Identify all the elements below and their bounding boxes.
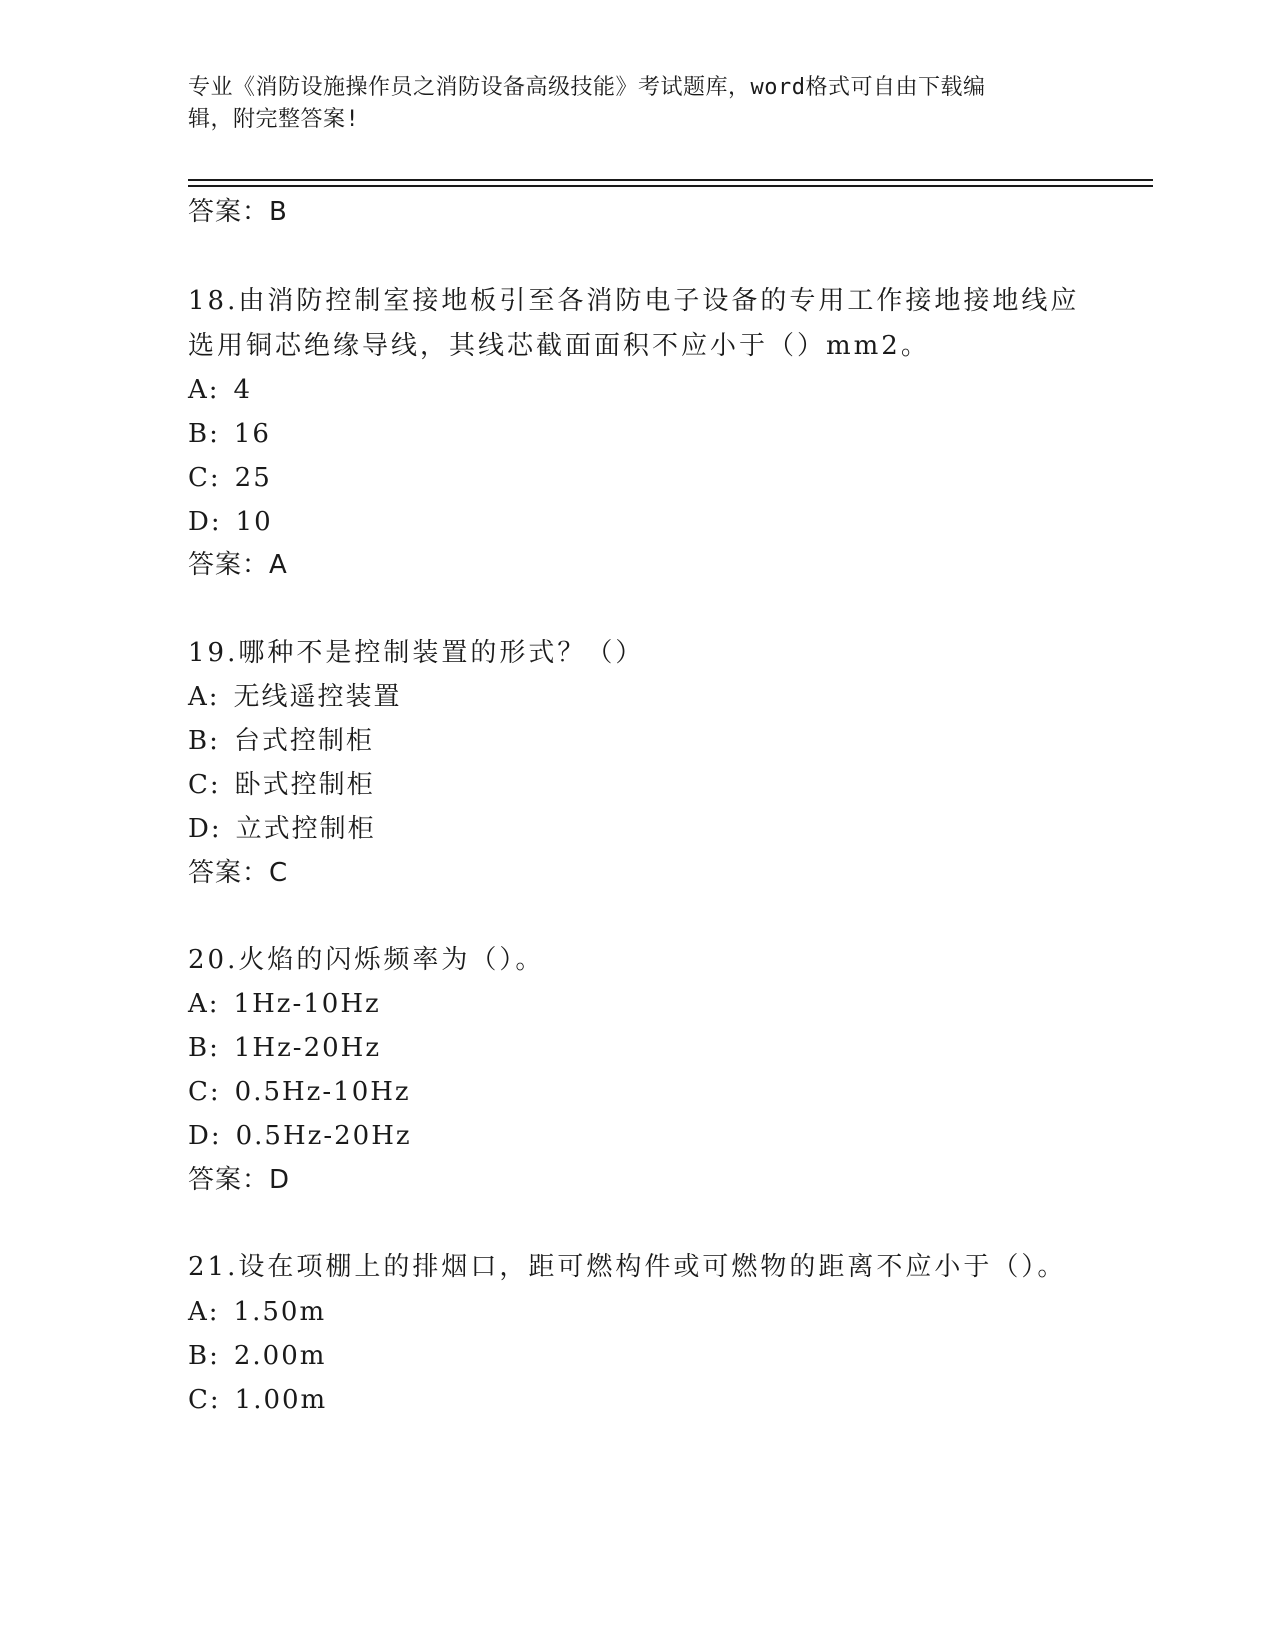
- header-line-1: 专业《消防设施操作员之消防设备高级技能》考试题库，word格式可自由下载编: [188, 75, 986, 100]
- option-letter: A:: [188, 682, 220, 712]
- option-text: 台式控制柜: [233, 726, 374, 756]
- document-header: [188, 72, 1068, 136]
- option-letter: B:: [188, 419, 220, 449]
- option-letter: B:: [188, 726, 220, 756]
- question-20-option-a: [188, 988, 381, 1020]
- question-20-option-d: [188, 1120, 412, 1152]
- question-20-option-b: [188, 1032, 381, 1064]
- question-19-answer: 答案：C: [188, 858, 289, 888]
- question-21-option-b: [188, 1340, 326, 1372]
- question-18-option-a: [188, 374, 252, 406]
- question-20-stem-line-1: 20.火焰的闪烁频率为（）。: [188, 945, 545, 975]
- option-text: 1Hz-20Hz: [233, 1033, 382, 1063]
- question-21-option-c: [188, 1384, 327, 1416]
- option-letter: D:: [188, 1121, 222, 1151]
- option-text: 1.50m: [233, 1297, 327, 1327]
- option-letter: C:: [188, 463, 221, 493]
- option-text: 10: [235, 507, 273, 537]
- option-text: 无线遥控装置: [233, 682, 402, 712]
- question-20-option-c: [188, 1076, 411, 1108]
- option-text: 卧式控制柜: [234, 770, 375, 800]
- option-text: 4: [233, 375, 253, 405]
- answer-prev: 答案：B: [188, 197, 288, 227]
- option-text: 0.5Hz-20Hz: [235, 1121, 412, 1151]
- option-letter: A:: [188, 989, 220, 1019]
- option-text: 2.00m: [233, 1341, 327, 1371]
- option-text: 0.5Hz-10Hz: [234, 1077, 411, 1107]
- option-letter: C:: [188, 1077, 221, 1107]
- question-18-option-d: [188, 506, 273, 538]
- question-19-option-b: [188, 725, 374, 757]
- question-18-answer: 答案：A: [188, 550, 288, 580]
- option-letter: B:: [188, 1341, 220, 1371]
- option-text: 16: [233, 419, 271, 449]
- question-21-stem-line-1: 21.设在项棚上的排烟口，距可燃构件或可燃物的距离不应小于（）。: [188, 1252, 1067, 1282]
- header-line-2: 辑，附完整答案!: [188, 107, 360, 132]
- option-letter: D:: [188, 507, 222, 537]
- header-divider-bottom: [188, 185, 1153, 187]
- question-18-option-c: [188, 462, 272, 494]
- question-18-stem-line-2: 选用铜芯绝缘导线，其线芯截面面积不应小于（）mm2。: [188, 331, 930, 361]
- option-letter: A:: [188, 375, 220, 405]
- option-text: 25: [234, 463, 272, 493]
- question-18-stem-line-1: 18.由消防控制室接地板引至各消防电子设备的专用工作接地接地线应: [188, 286, 1080, 316]
- question-19-stem-line-1: 19.哪种不是控制装置的形式？（）: [188, 638, 645, 668]
- question-21-option-a: [188, 1296, 326, 1328]
- option-text: 立式控制柜: [235, 814, 376, 844]
- option-letter: C:: [188, 1385, 221, 1415]
- question-19-option-c: [188, 769, 375, 801]
- question-19-option-a: [188, 681, 402, 713]
- option-letter: D:: [188, 814, 222, 844]
- question-20-answer: 答案：D: [188, 1165, 291, 1195]
- header-divider-top: [188, 179, 1153, 181]
- option-letter: C:: [188, 770, 221, 800]
- option-letter: A:: [188, 1297, 220, 1327]
- option-text: 1.00m: [234, 1385, 328, 1415]
- question-19-option-d: [188, 813, 376, 845]
- option-text: 1Hz-10Hz: [233, 989, 381, 1019]
- question-18-option-b: [188, 418, 271, 450]
- option-letter: B:: [188, 1033, 220, 1063]
